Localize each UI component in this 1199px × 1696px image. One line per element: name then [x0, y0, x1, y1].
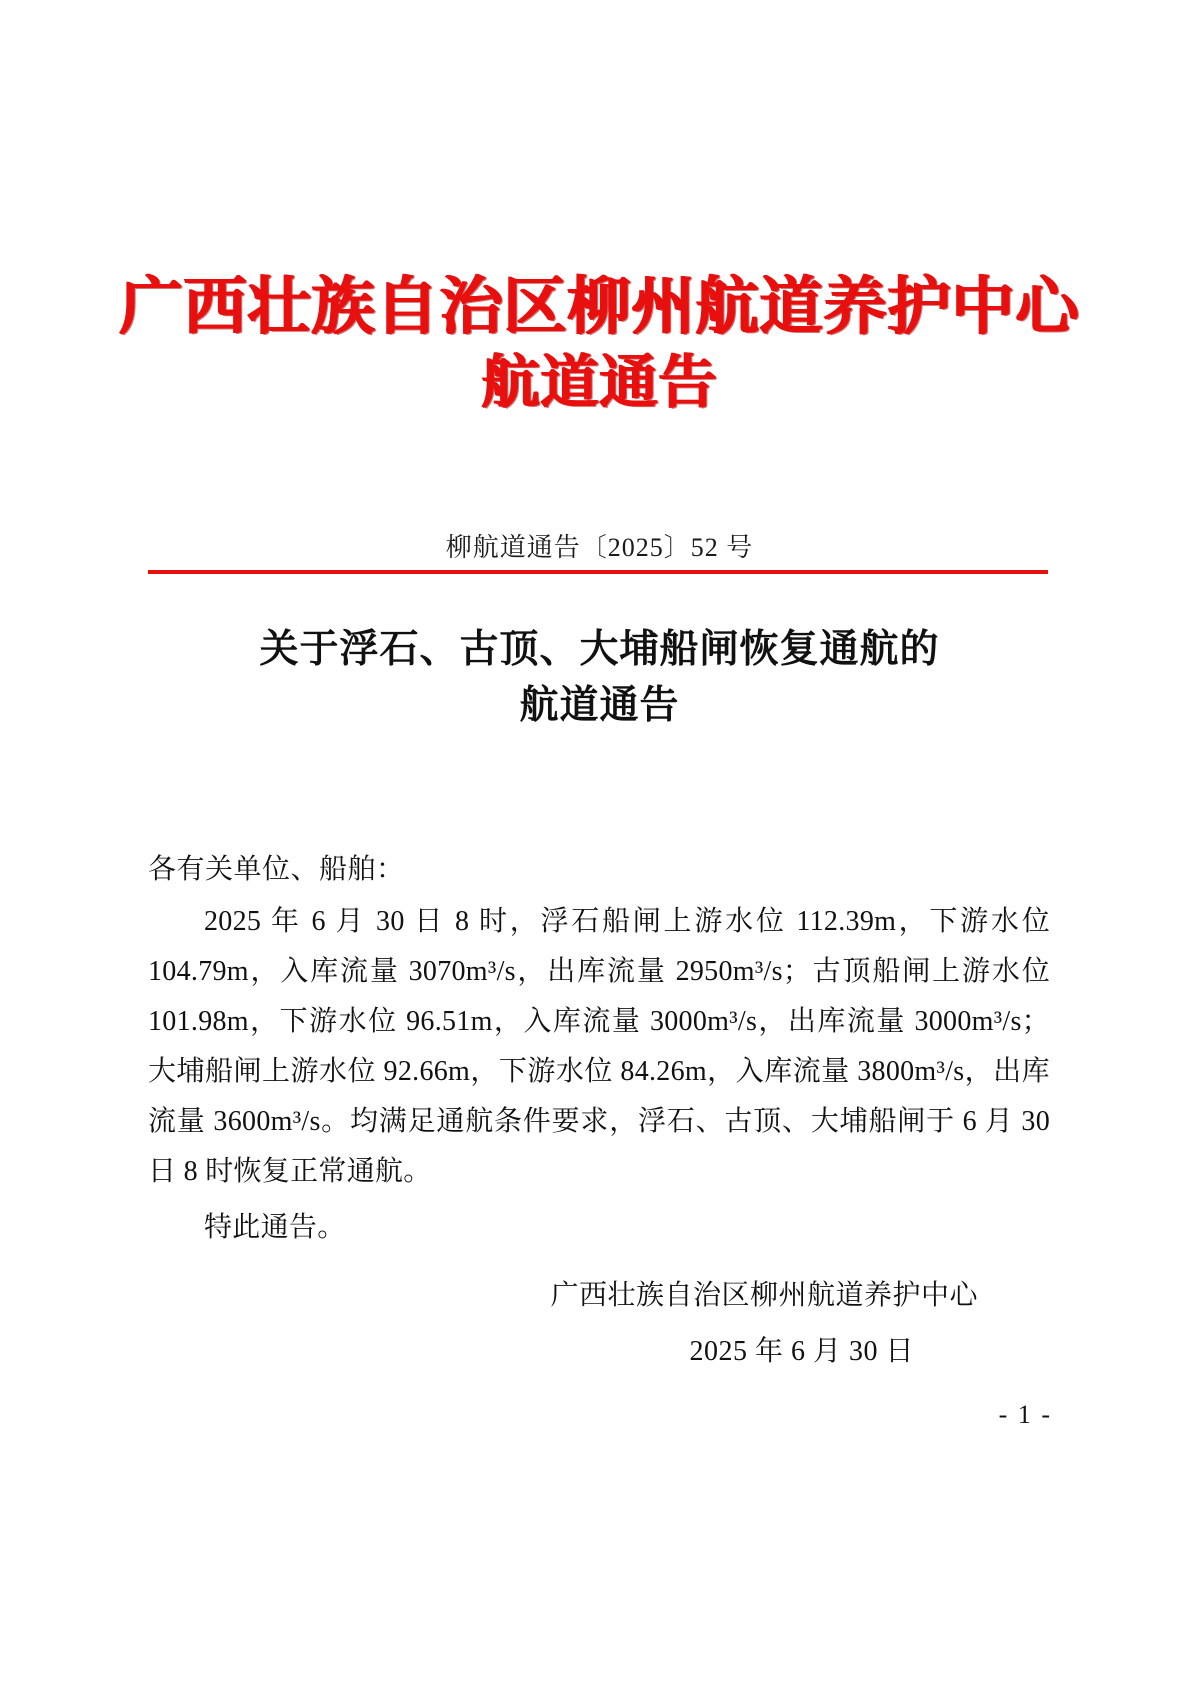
salutation: 各有关单位、船舶：: [148, 854, 405, 885]
masthead-organization-line: 广西壮族自治区柳州航道养护中心: [119, 272, 1080, 342]
masthead: [0, 268, 1199, 420]
masthead-doctype-line: 航道通告: [481, 350, 718, 415]
body-paragraph-2: 特此通告。: [204, 1212, 346, 1243]
body-paragraph-1: 2025 年 6 月 30 日 8 时，浮石船闸上游水位 112.39m，下游水位 104.79m，入库流量 3070m³/s，出库流量 2950m³/s；古顶船闸上游水位 101.98m，下游水位 96.51m，入库流量 3000m³/s，出库流量 3000m³/s；大埔船闸上游水位 92.66m，下游水位 84.26m，入库流量 3800m³/s，出库流量 3600m³/s。均满足通航条件要求，浮石、古顶、大埔船闸于 6 月 30 日 8 时恢复正常通航。: [148, 906, 1050, 1187]
page-title-line-1: 关于浮石、古顶、大埔船闸恢复通航的: [259, 628, 940, 671]
signature-issuer: 广西壮族自治区柳州航道养护中心: [550, 1280, 978, 1311]
red-divider-rule: [148, 570, 1048, 574]
signature-date: 2025 年 6 月 30 日: [689, 1336, 914, 1367]
signature-block: [148, 1268, 1050, 1380]
page-number: - 1 -: [998, 1400, 1052, 1429]
document-body: [148, 845, 1050, 1253]
page-title: [0, 622, 1199, 734]
document-number: 柳航道通告〔2025〕52 号: [445, 533, 754, 562]
page-title-line-2: 航道通告: [519, 684, 680, 727]
